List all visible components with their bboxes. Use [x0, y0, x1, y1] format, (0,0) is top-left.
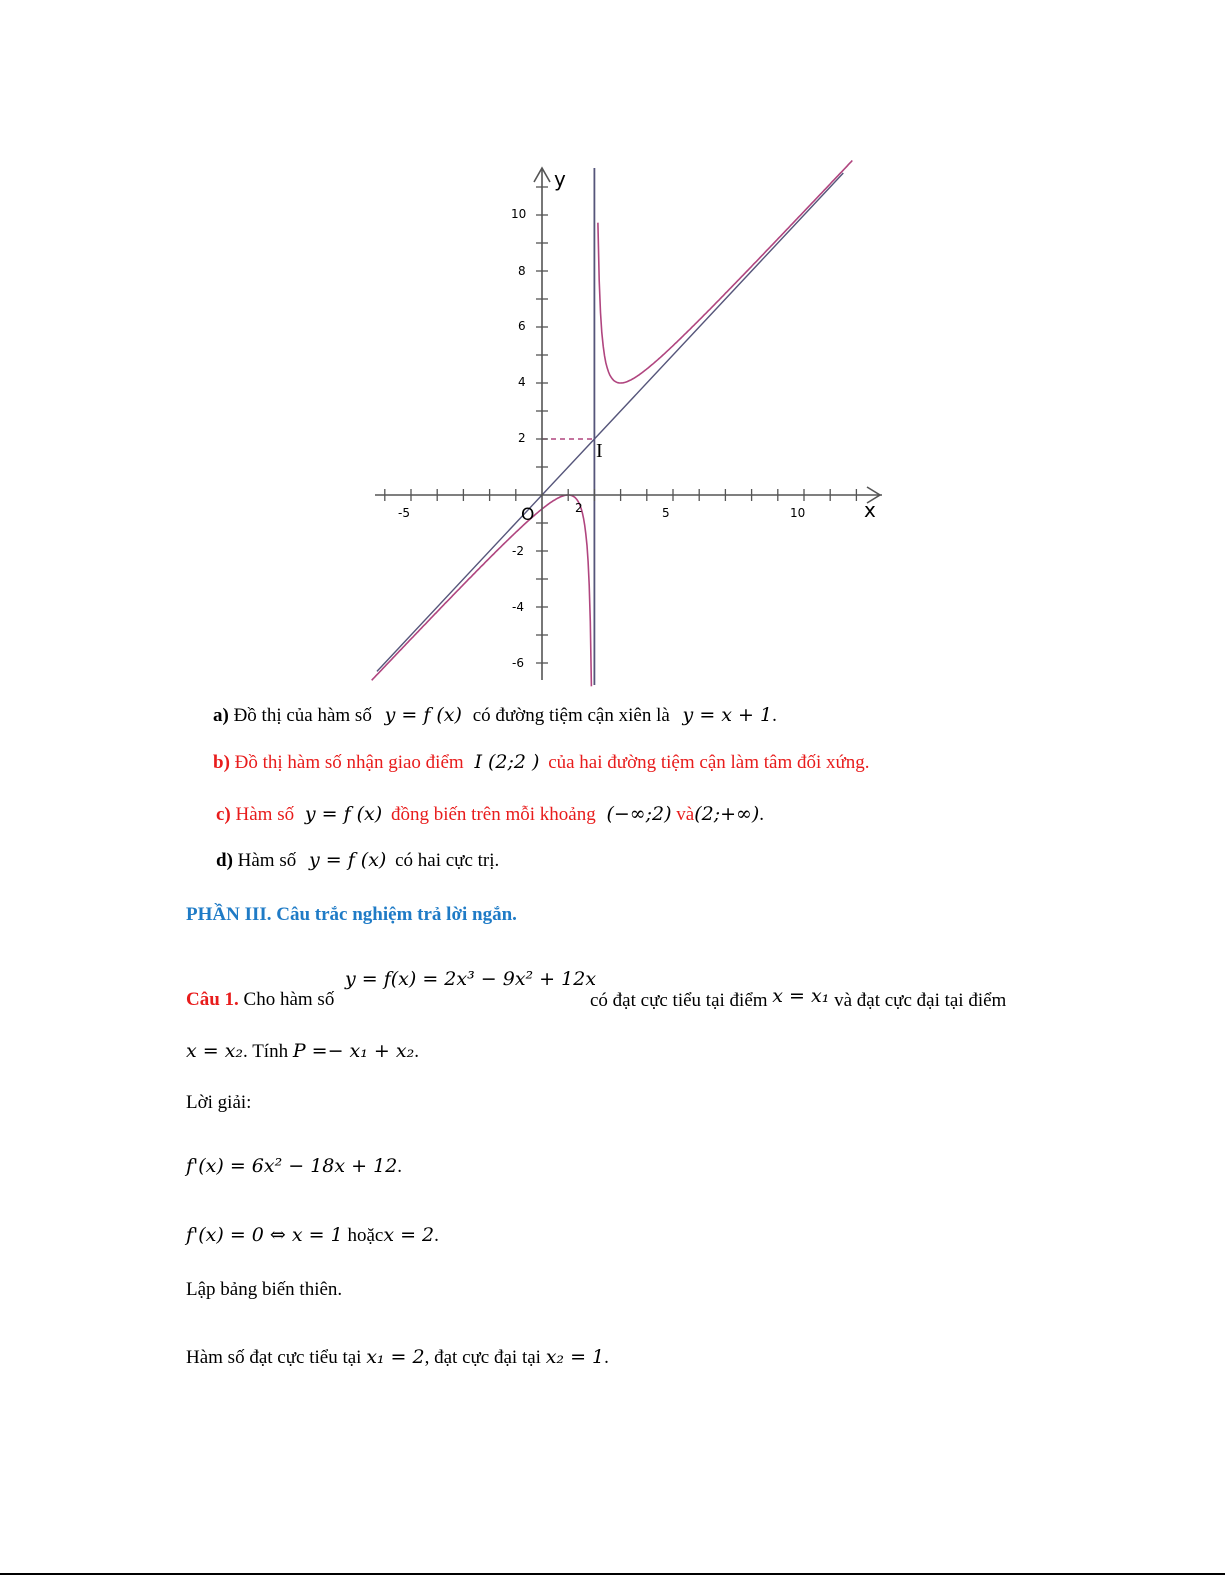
y-tick-label: 2 — [518, 431, 526, 445]
item-c-math1: y = f (x) — [304, 803, 383, 825]
item-a-label: a) — [213, 705, 229, 726]
item-a-end: . — [772, 705, 777, 726]
solution-root2: x = 2 — [383, 1224, 435, 1246]
item-d-math1: y = f (x) — [308, 849, 387, 871]
item-d — [216, 849, 499, 872]
item-c-text1: Hàm số — [235, 804, 295, 825]
item-c-math2: (−∞;2) — [606, 803, 672, 825]
solution-line4-end: . — [604, 1347, 609, 1368]
graph-curve-left-branch — [372, 495, 592, 686]
item-c-label: c) — [216, 804, 231, 825]
item-a-math1: y = f (x) — [384, 704, 462, 726]
solution-line4-math2: x₂ = 1 — [545, 1346, 605, 1368]
graph-curve-right-branch — [598, 161, 852, 384]
x-tick-label: 10 — [790, 506, 806, 520]
item-d-text1: Hàm số — [237, 850, 297, 871]
solution-line4 — [186, 1346, 609, 1369]
question1-end: . — [414, 1041, 419, 1062]
item-c-end: . — [759, 804, 765, 825]
origin-label: O — [521, 505, 535, 525]
item-c — [216, 803, 764, 826]
solution-line2-end: . — [434, 1225, 439, 1246]
solution-derivative: f'(x) = 6x² − 18x + 12 — [186, 1155, 398, 1177]
question1-line1 — [186, 989, 334, 1011]
item-a-math2: y = x + 1 — [682, 704, 773, 726]
question1-math-p: P =− x₁ + x₂ — [292, 1040, 415, 1062]
x-tick-label: -5 — [398, 506, 410, 520]
item-c-text3: và — [676, 804, 695, 825]
function-graph — [370, 160, 890, 690]
question1-math-x2: x = x₂ — [186, 1040, 244, 1062]
y-tick-label: -4 — [512, 600, 524, 614]
item-a-text2: có đường tiệm cận xiên là — [472, 705, 670, 726]
solution-line2 — [186, 1224, 439, 1247]
question1-text3: và đạt cực đại tại điểm — [834, 990, 1007, 1011]
x-tick-label: 2 — [575, 501, 583, 515]
solution-or: hoặc — [347, 1225, 384, 1246]
y-tick-label: 4 — [518, 375, 526, 389]
item-d-text2: có hai cực trị. — [395, 850, 500, 871]
question1-label: Câu 1. — [186, 989, 239, 1010]
question1-text1: Cho hàm số — [243, 989, 335, 1010]
y-tick-label: -6 — [512, 656, 524, 670]
item-b-math1: I (2;2 ) — [474, 751, 540, 773]
solution-line4-text1: Hàm số đạt cực tiểu tại — [186, 1347, 362, 1368]
y-tick-label: 6 — [518, 319, 526, 333]
x-tick-label: 5 — [662, 506, 670, 520]
item-b-label: b) — [213, 752, 230, 773]
question1-line2 — [186, 1040, 419, 1063]
item-b-text2: của hai đường tiệm cận làm tâm đối xứng. — [548, 752, 870, 773]
solution-line4-math1: x₁ = 2 — [366, 1346, 425, 1368]
y-tick-label: 8 — [518, 264, 526, 278]
section-title: PHẦN III. Câu trắc nghiệm trả lời ngắn. — [186, 904, 517, 925]
item-d-label: d) — [216, 850, 233, 871]
question1-text4: . Tính — [243, 1041, 289, 1062]
item-a-text1: Đồ thị của hàm số — [233, 705, 372, 726]
solution-line3: Lập bảng biến thiên. — [186, 1279, 343, 1300]
point-i-label: I — [596, 440, 603, 462]
item-c-math3: (2;+∞) — [694, 803, 760, 825]
question1-function: y = f(x) = 2x³ − 9x² + 12x — [345, 968, 597, 990]
item-c-text2: đồng biến trên mỗi khoảng — [390, 804, 596, 825]
question1-math-x1: x = x₁ — [772, 985, 830, 1007]
y-axis-label: y — [554, 167, 566, 191]
x-axis-label: x — [864, 498, 876, 522]
solution-line1-end: . — [397, 1156, 403, 1177]
solution-line1 — [186, 1155, 402, 1178]
solution-line4-text2: , đạt cực đại tại — [424, 1347, 541, 1368]
oblique-asymptote — [377, 173, 843, 671]
question1-text2: có đạt cực tiểu tại điểm — [590, 990, 768, 1011]
item-b — [213, 751, 870, 774]
solution-heading: Lời giải: — [186, 1092, 252, 1113]
question1-line1b — [590, 985, 1007, 1012]
y-tick-label: 10 — [511, 207, 527, 221]
item-b-text1: Đồ thị hàm số nhận giao điểm — [234, 752, 464, 773]
y-tick-label: -2 — [512, 544, 524, 558]
page-bottom-border — [0, 1573, 1225, 1575]
item-a — [213, 704, 777, 727]
solution-roots: f'(x) = 0 ⇔ x = 1 — [186, 1224, 343, 1246]
